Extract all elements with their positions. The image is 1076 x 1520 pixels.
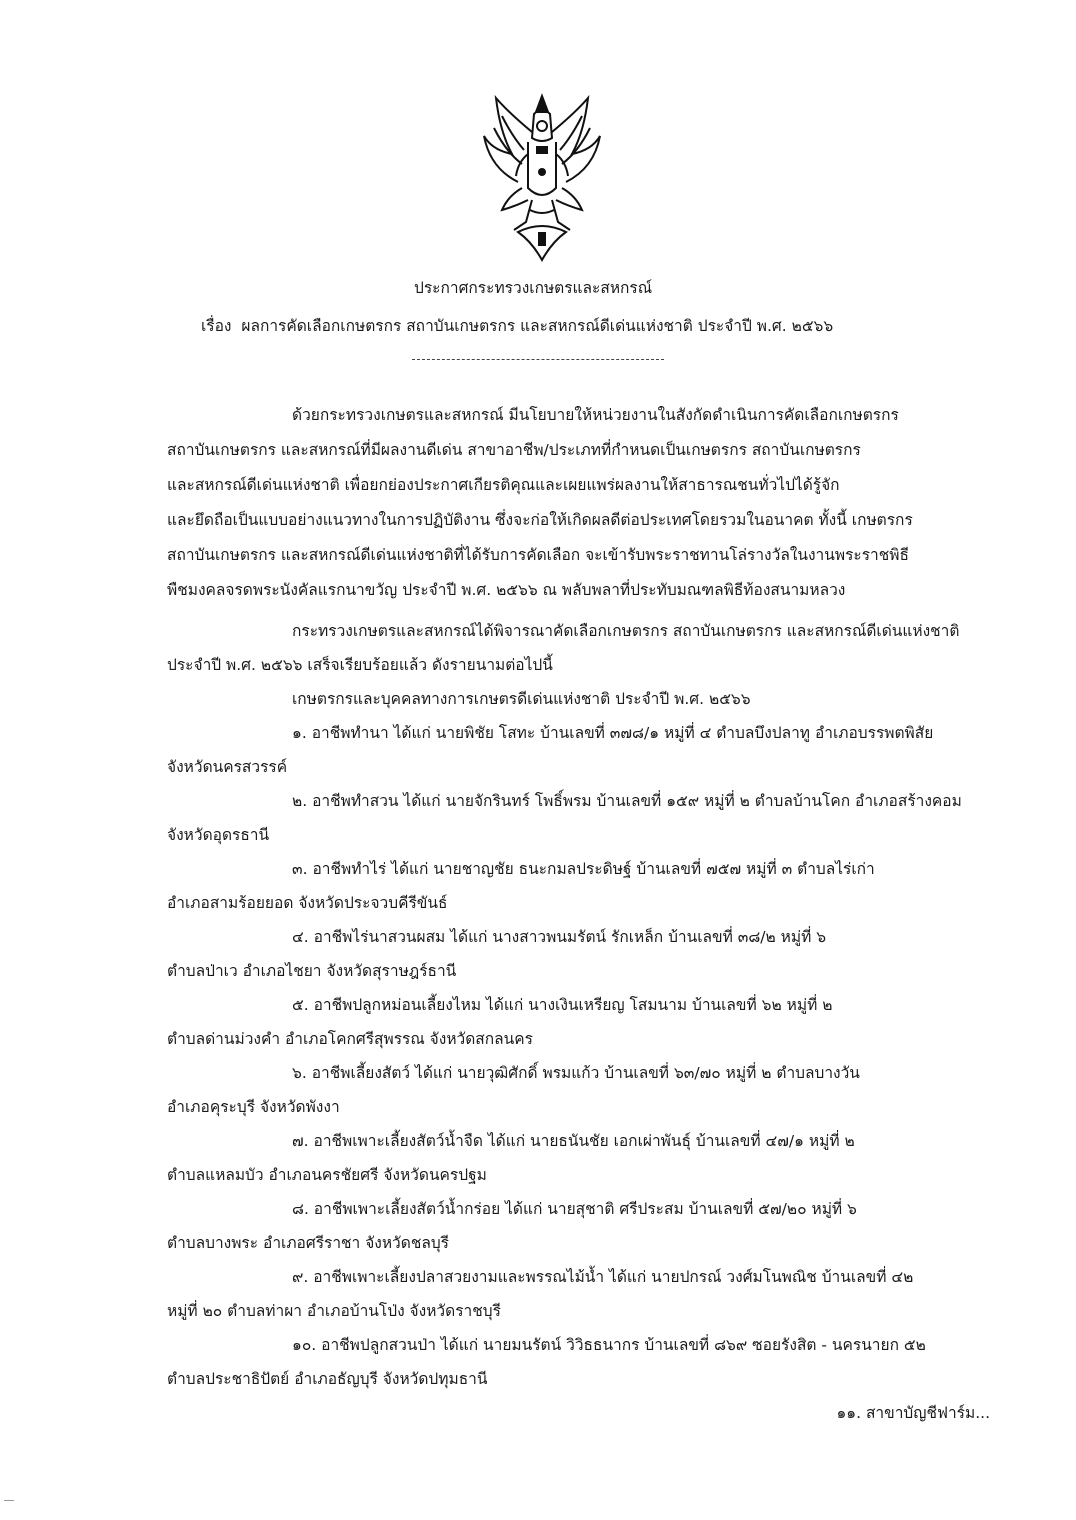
list-item-continuation: หมู่ที่ ๒๐ ตำบลท่าผา อำเภอบ้านโป่ง จังหวัดราชบุรี <box>167 1302 501 1320</box>
list-item: ๘. อาชีพเพาะเลี้ยงสัตว์น้ำกร่อย ได้แก่ นายสุชาติ ศรีประสม บ้านเลขที่ ๕๗/๒๐ หมู่ที่ ๖ <box>292 1200 857 1218</box>
list-item-continuation: อำเภอคุระบุรี จังหวัดพังงา <box>167 1098 340 1116</box>
list-item: ๑. อาชีพทำนา ได้แก่ นายพิชัย โสทะ บ้านเลขที่ ๓๗๘/๑ หมู่ที่ ๔ ตำบลบึงปลาทู อำเภอบรรพตพิสัย <box>292 724 934 742</box>
page-title: ประกาศกระทรวงเกษตรและสหกรณ์ <box>414 279 653 297</box>
list-item-continuation: อำเภอสามร้อยยอด จังหวัดประจวบคีรีขันธ์ <box>167 894 448 912</box>
list-item: ๓. อาชีพทำไร่ ได้แก่ นายชาญชัย ธนะกมลประดิษฐ์ บ้านเลขที่ ๗๕๗ หมู่ที่ ๓ ตำบลไร่เก่า <box>292 860 875 878</box>
list-item: ๕. อาชีพปลูกหม่อนเลี้ยงไหม ได้แก่ นางเงินเหรียญ โสมนาม บ้านเลขที่ ๖๒ หมู่ที่ ๒ <box>292 996 833 1014</box>
subject-text: ผลการคัดเลือกเกษตรกร สถาบันเกษตรกร และสหกรณ์ดีเด่นแห่งชาติ ประจำปี พ.ศ. ๒๕๖๖ <box>241 317 834 335</box>
scan-mark <box>4 1500 14 1501</box>
subject-line <box>201 315 833 337</box>
body-line: สถาบันเกษตรกร และสหกรณ์ที่มีผลงานดีเด่น สาขาอาชีพ/ประเภทที่กำหนดเป็นเกษตรกร สถาบันเกษตรกร <box>167 441 861 459</box>
section-heading: เกษตรกรและบุคคลทางการเกษตรดีเด่นแห่งชาติ ประจำปี พ.ศ. ๒๕๖๖ <box>292 690 751 708</box>
list-item-continuation: ตำบลด่านม่วงคำ อำเภอโคกศรีสุพรรณ จังหวัดสกลนคร <box>167 1030 533 1048</box>
body-line: กระทรวงเกษตรและสหกรณ์ได้พิจารณาคัดเลือกเกษตรกร สถาบันเกษตรกร และสหกรณ์ดีเด่นแห่งชาติ <box>292 622 960 640</box>
list-item: ๔. อาชีพไร่นาสวนผสม ได้แก่ นางสาวพนมรัตน์ รักเหล็ก บ้านเลขที่ ๓๘/๒ หมู่ที่ ๖ <box>292 928 827 946</box>
list-item-continuation: ตำบลบางพระ อำเภอศรีราชา จังหวัดชลบุรี <box>167 1234 450 1252</box>
body-line: ด้วยกระทรวงเกษตรและสหกรณ์ มีนโยบายให้หน่วยงานในสังกัดดำเนินการคัดเลือกเกษตรกร <box>292 406 899 424</box>
subject-prefix: เรื่อง <box>201 317 232 335</box>
list-item-continuation: ตำบลประชาธิปัตย์ อำเภอธัญบุรี จังหวัดปทุมธานี <box>167 1370 488 1388</box>
list-item-continuation: ตำบลป่าเว อำเภอไชยา จังหวัดสุราษฎร์ธานี <box>167 962 457 980</box>
list-item-continuation: ตำบลแหลมบัว อำเภอนครชัยศรี จังหวัดนครปฐม <box>167 1166 487 1184</box>
continuation-marker: ๑๑. สาขาบัญชีฟาร์ม... <box>836 1404 990 1422</box>
title-divider <box>412 359 664 360</box>
garuda-emblem-icon <box>478 92 606 262</box>
list-item: ๖. อาชีพเลี้ยงสัตว์ ได้แก่ นายวุฒิศักดิ์ พรมแก้ว บ้านเลขที่ ๖๓/๗๐ หมู่ที่ ๒ ตำบลบางวัน <box>292 1064 860 1082</box>
list-item-continuation: จังหวัดนครสวรรค์ <box>167 758 288 776</box>
list-item: ๒. อาชีพทำสวน ได้แก่ นายจักรินทร์ โพธิ์พรม บ้านเลขที่ ๑๕๙ หมู่ที่ ๒ ตำบลบ้านโคก อำเภอสร้างคอม <box>292 792 962 810</box>
list-item: ๙. อาชีพเพาะเลี้ยงปลาสวยงามและพรรณไม้น้ำ ได้แก่ นายปกรณ์ วงศ์มโนพณิช บ้านเลขที่ ๔๒ <box>292 1268 914 1286</box>
body-line: สถาบันเกษตรกร และสหกรณ์ดีเด่นแห่งชาติที่ได้รับการคัดเลือก จะเข้ารับพระราชทานโล่รางวัลในงานพระราชพิธี <box>167 546 909 564</box>
list-item-continuation: จังหวัดอุดรธานี <box>167 826 270 844</box>
body-line: และสหกรณ์ดีเด่นแห่งชาติ เพื่อยกย่องประกาศเกียรติคุณและเผยแพร่ผลงานให้สาธารณชนทั่วไปได้รู้จัก <box>167 476 840 494</box>
list-item: ๗. อาชีพเพาะเลี้ยงสัตว์น้ำจืด ได้แก่ นายธนันชัย เอกเผ่าพันธุ์ บ้านเลขที่ ๔๗/๑ หมู่ที่ ๒ <box>292 1132 855 1150</box>
body-line: ประจำปี พ.ศ. ๒๕๖๖ เสร็จเรียบร้อยแล้ว ดังรายนามต่อไปนี้ <box>167 656 553 674</box>
list-item: ๑๐. อาชีพปลูกสวนป่า ได้แก่ นายมนรัตน์ วิวิธธนากร บ้านเลขที่ ๘๖๙ ซอยรังสิต - นครนายก ๕๒ <box>292 1336 926 1354</box>
body-line: และยึดถือเป็นแบบอย่างแนวทางในการปฏิบัติงาน ซึ่งจะก่อให้เกิดผลดีต่อประเทศโดยรวมในอนาคต ทั้งนี้ เกษตรกร <box>167 511 913 529</box>
body-line: พืชมงคลจรดพระนังคัลแรกนาขวัญ ประจำปี พ.ศ. ๒๕๖๖ ณ พลับพลาที่ประทับมณฑลพิธีท้องสนามหลวง <box>167 581 846 599</box>
